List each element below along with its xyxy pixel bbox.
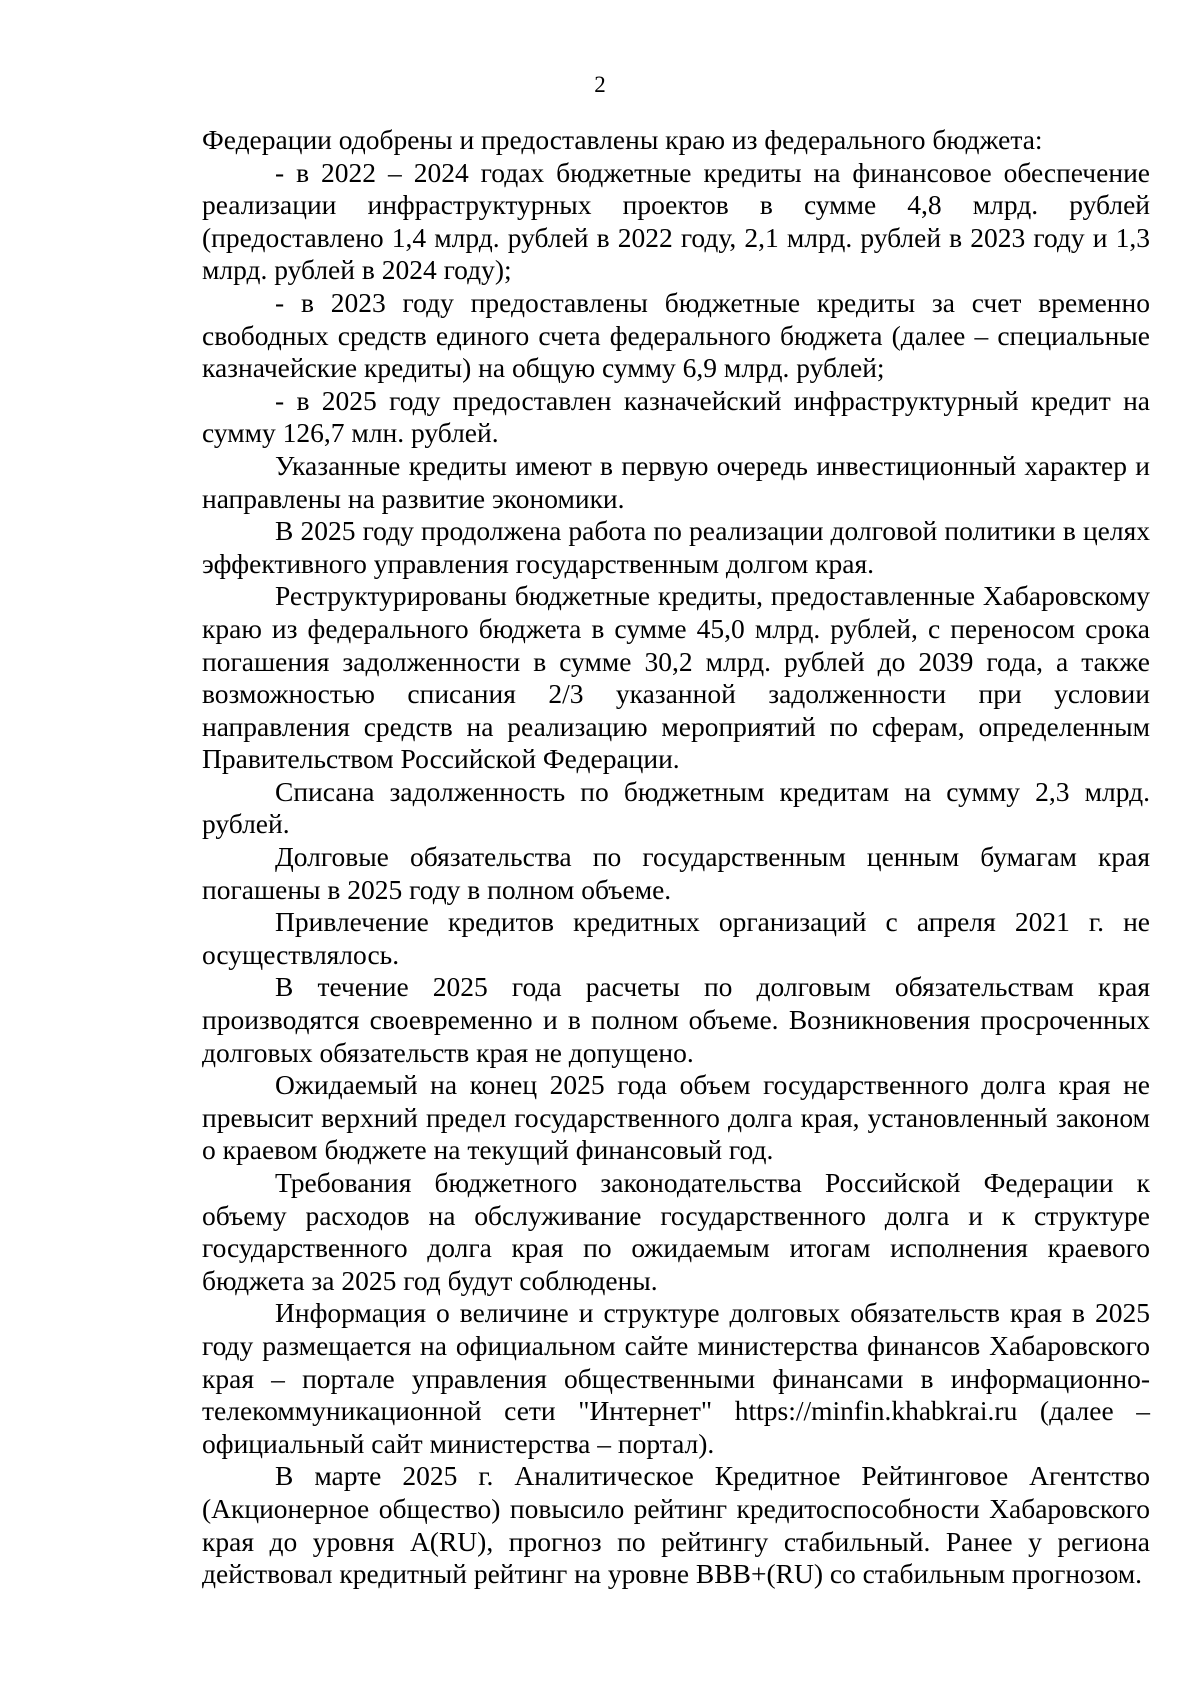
paragraph-budget-requirements: Требования бюджетного законодательства Российской Федерации к объему расходов на обслуживание государственного долга и к структуре государственного долга края по ожидаемым итогам исполнения краевого бюджета за 2025 год будут соблюдены. (202, 1167, 1150, 1296)
paragraph-list-item-infrastructure-credits: - в 2022 – 2024 годах бюджетные кредиты на финансовое обеспечение реализации инфраструктурных проектов в сумме 4,8 млрд. рублей (предоставлено 1,4 млрд. рублей в 2022 году, 2,1 млрд. рублей в 2023 году и 1,3 млрд. рублей в 2024 году); (202, 156, 1150, 286)
document-body (202, 124, 1150, 1591)
paragraph-restructuring: Реструктурированы бюджетные кредиты, предоставленные Хабаровскому краю из федерального бюджета в сумме 45,0 млрд. рублей, с переносом срока погашения задолженности в сумме 30,2 млрд. рублей до 2039 года, а также возможностью списания 2/3 указанной задолженности при условии направления средств на реализацию мероприятий по сферам, определенным Правительством Российской Федерации. (202, 580, 1150, 775)
paragraph-settlements: В течение 2025 года расчеты по долговым обязательствам края производятся своевременно и в полном объеме. Возникновения просроченных долговых обязательств края не допущено. (202, 971, 1150, 1068)
paragraph-bank-loans: Привлечение кредитов кредитных организаций с апреля 2021 г. не осуществлялось. (202, 906, 1150, 970)
paragraph-debt-limit: Ожидаемый на конец 2025 года объем государственного долга края не превысит верхний предел государственного долга края, установленный законом о краевом бюджете на текущий финансовый год. (202, 1069, 1150, 1166)
paragraph-credit-rating: В марте 2025 г. Аналитическое Кредитное Рейтинговое Агентство (Акционерное общество) повысило рейтинг кредитоспособности Хабаровского края до уровня A(RU), прогноз по рейтингу стабильный. Ранее у региона действовал кредитный рейтинг на уровне BBB+(RU) со стабильным прогнозом. (202, 1460, 1150, 1590)
paragraph-investment-character: Указанные кредиты имеют в первую очередь инвестиционный характер и направлены на развитие экономики. (202, 449, 1150, 514)
paragraph-securities-repaid: Долговые обязательства по государственным ценным бумагам края погашены в 2025 году в полном объеме. (202, 841, 1150, 905)
paragraph-debt-policy: В 2025 году продолжена работа по реализации долговой политики в целях эффективного управления государственным долгом края. (202, 515, 1150, 579)
paragraph-list-item-infrastructure-treasury-credit: - в 2025 году предоставлен казначейский инфраструктурный кредит на сумму 126,7 млн. рублей. (202, 384, 1150, 449)
paragraph-continuation: Федерации одобрены и предоставлены краю из федерального бюджета: (202, 124, 1043, 155)
paragraph-debt-write-off: Списана задолженность по бюджетным кредитам на сумму 2,3 млрд. рублей. (202, 775, 1150, 840)
paragraph-list-item-treasury-credits: - в 2023 году предоставлены бюджетные кредиты за счет временно свободных средств единого счета федерального бюджета (далее – специальные казначейские кредиты) на общую сумму 6,9 млрд. рублей; (202, 286, 1150, 384)
page-number: 2 (594, 72, 606, 97)
paragraph-information-portal: Информация о величине и структуре долговых обязательств края в 2025 году размещается на официальном сайте министерства финансов Хабаровского края – портале управления общественными финансами в информационно-телекоммуникационной сети "Интернет" https://minfin.khabkrai.ru (далее – официальный сайт министерства – портал). (202, 1297, 1150, 1459)
